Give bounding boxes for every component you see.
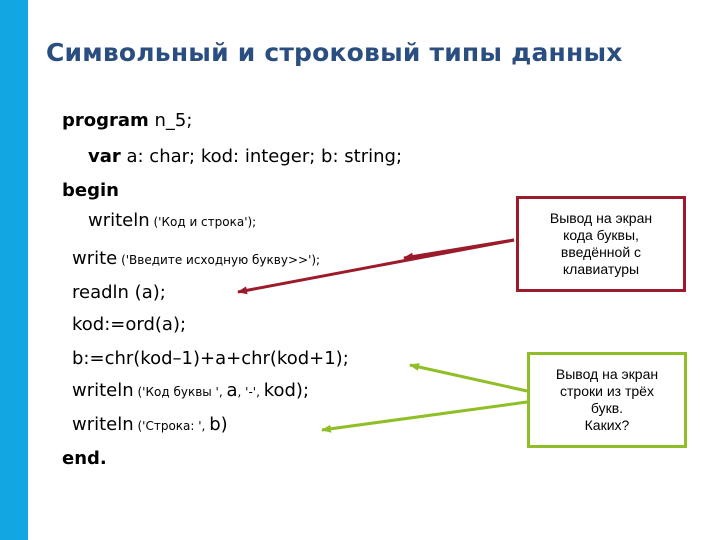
code-text: writeln — [72, 414, 134, 435]
callout-text: Каких? — [584, 416, 630, 433]
callout-text: строки из трёх — [560, 383, 654, 400]
code-text: , '-', — [237, 385, 264, 399]
callout-box-green — [527, 352, 687, 448]
slide-title: Символьный и строковый типы данных — [46, 38, 623, 67]
callout-text: введённой с — [560, 244, 642, 260]
arrow-to-readln — [238, 240, 514, 292]
code-text: write — [72, 248, 118, 269]
keyword-end: end. — [62, 448, 107, 469]
callout-text: кода буквы, — [563, 227, 639, 244]
arrow-to-writeln-b — [322, 402, 527, 430]
code-text: writeln — [72, 380, 134, 401]
code-text: ('Код буквы ', — [133, 385, 227, 399]
code-text: kod:=ord(a); — [72, 314, 187, 335]
callout-text: Вывод на экран — [549, 210, 653, 227]
keyword-var: var — [88, 146, 121, 167]
code-text: a — [226, 380, 238, 401]
arrow-to-chr — [410, 365, 527, 391]
callout-text: Вывод на экран — [555, 366, 659, 383]
code-text: ('Строка: ', — [133, 419, 210, 433]
code-text: ('Код и строка'); — [149, 215, 257, 229]
code-text: b) — [209, 414, 228, 435]
code-text: ('Введите исходную букву>>'); — [117, 253, 321, 267]
keyword-begin: begin — [62, 180, 119, 201]
code-text: n_5; — [148, 110, 193, 131]
keyword-program: program — [62, 110, 149, 131]
callout-text: букв. — [590, 400, 624, 416]
code-text: writeln — [88, 210, 150, 231]
callout-box-red — [516, 196, 686, 292]
code-text: readln (a); — [72, 282, 166, 303]
code-text: b:=chr(kod–1)+a+chr(kod+1); — [72, 348, 349, 369]
code-text: a: char; kod: integer; b: string; — [120, 146, 403, 167]
code-text: kod); — [263, 380, 310, 401]
callout-text: клавиатуры — [562, 260, 640, 277]
